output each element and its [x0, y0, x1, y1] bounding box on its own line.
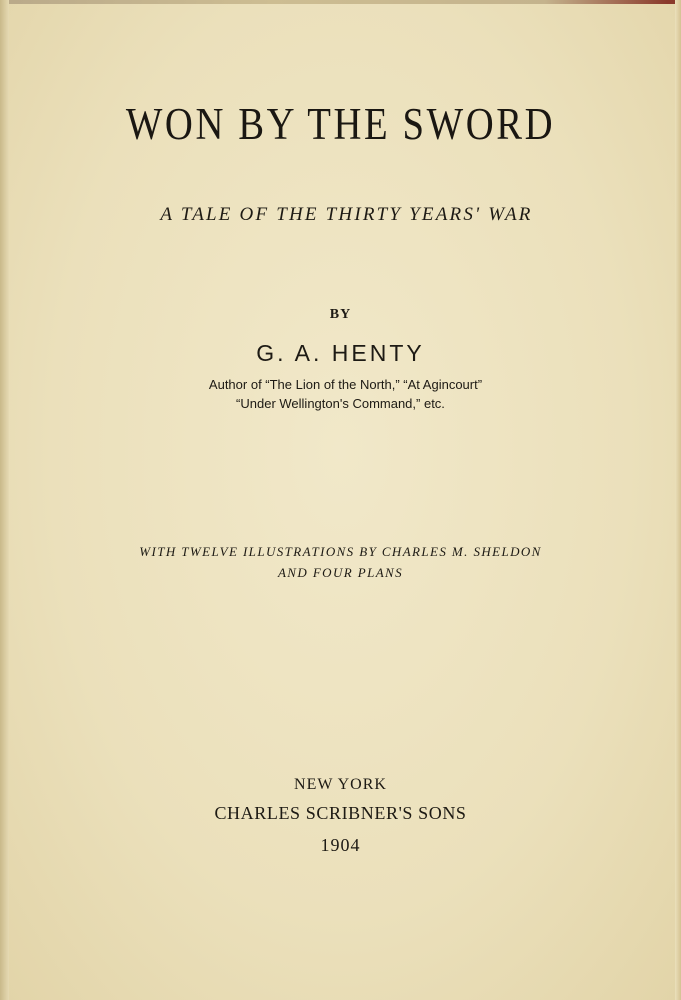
- author-credit-line-2: “Under Wellington's Command,” etc.: [236, 396, 445, 411]
- publication-year: 1904: [320, 835, 361, 855]
- author-credit-line-1: Author of “The Lion of the North,” “At Agincourt”: [208, 377, 483, 392]
- page-top-edge: [0, 0, 681, 4]
- book-subtitle: A TALE OF THE THIRTY YEARS' WAR: [160, 204, 533, 225]
- author-name: G. A. HENTY: [256, 340, 425, 366]
- book-title: WON BY THE SWORD: [125, 99, 556, 149]
- publication-place: NEW YORK: [294, 776, 387, 793]
- illustrations-credit-line-2: AND FOUR PLANS: [277, 565, 404, 580]
- publisher-name: CHARLES SCRIBNER'S SONS: [214, 803, 467, 823]
- by-label: BY: [329, 307, 352, 322]
- illustrations-credit-line-1: WITH TWELVE ILLUSTRATIONS BY CHARLES M. SHELDON: [139, 544, 542, 559]
